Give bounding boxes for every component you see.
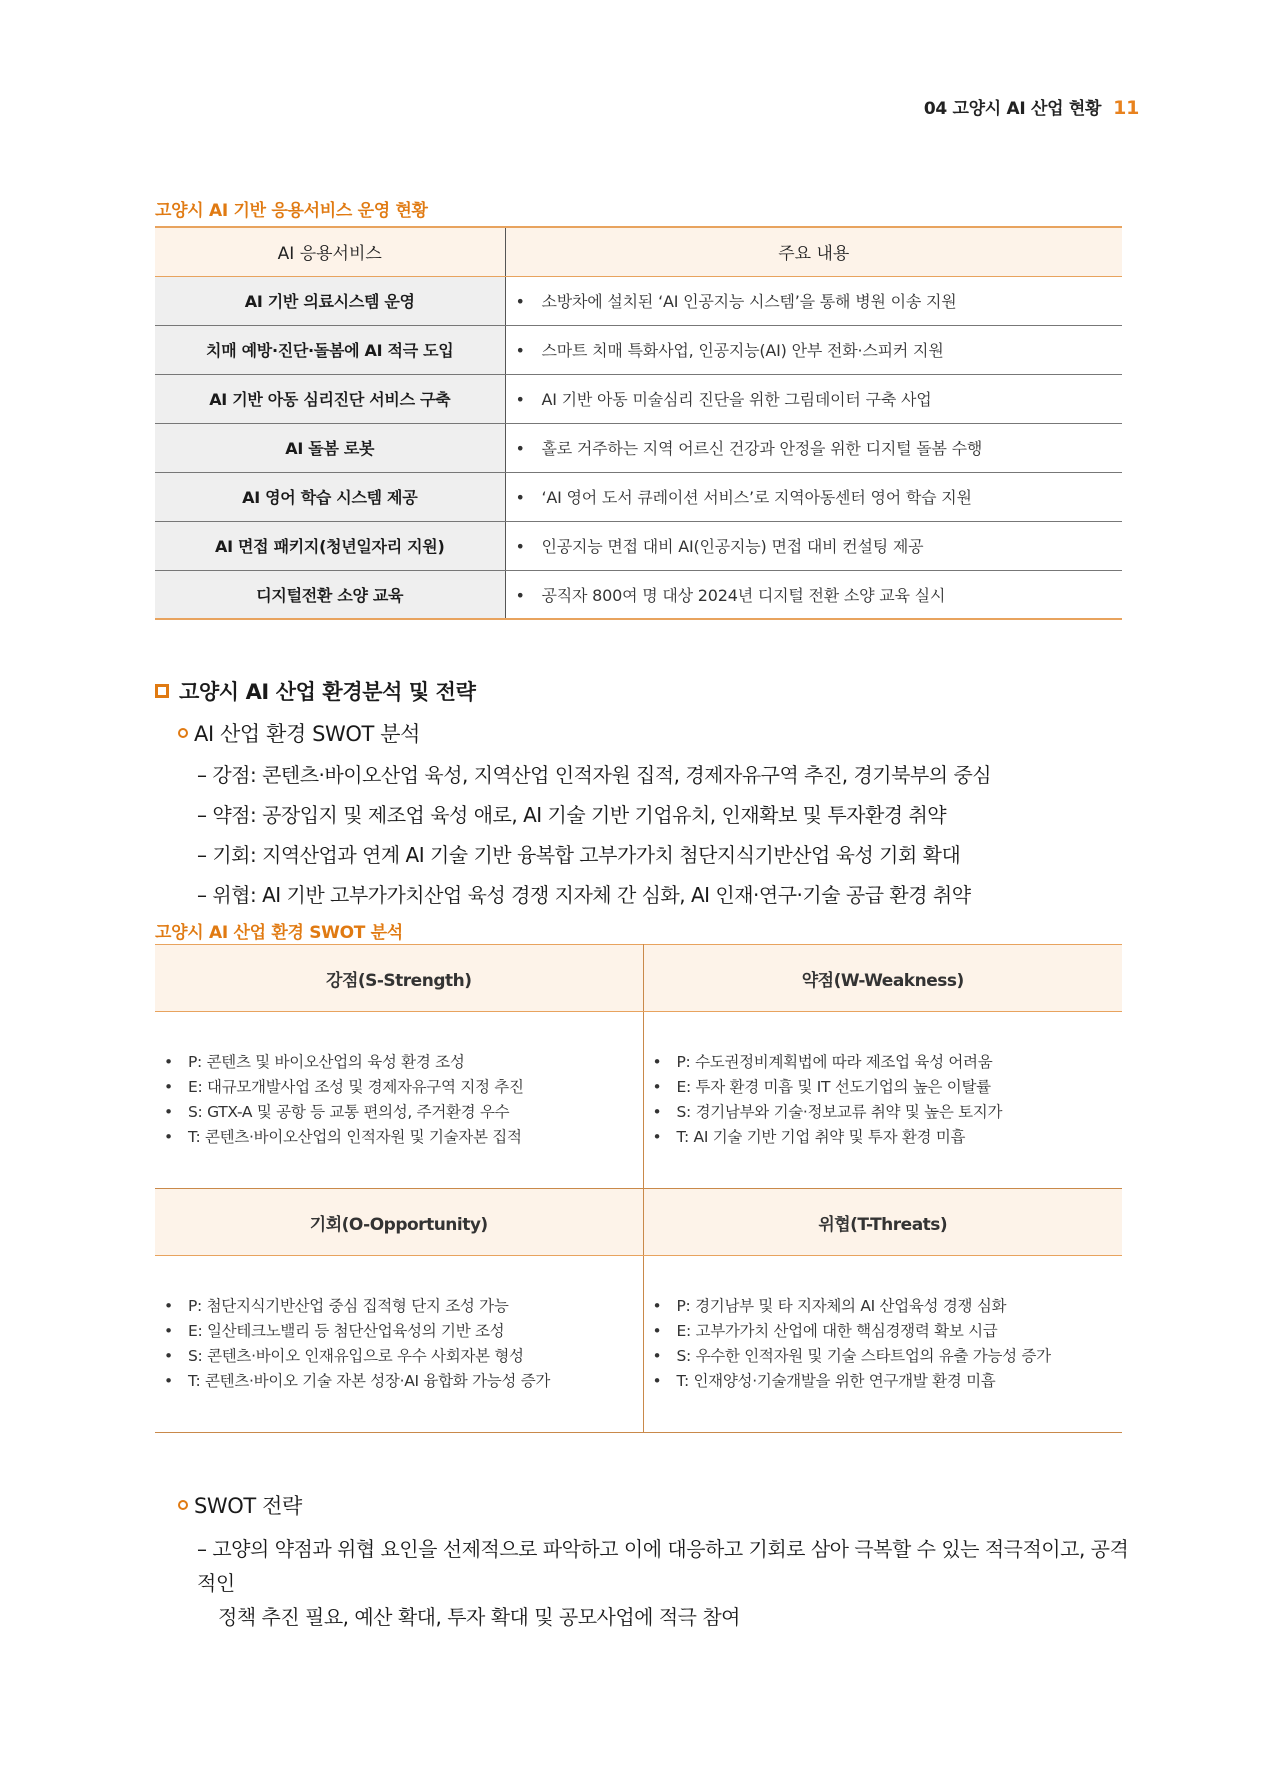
list-item: • T: 콘텐츠·바이오 기술 자본 성장·AI 융합화 가능성 증가 [164, 1372, 551, 1390]
swot-line-strength: – 강점: 콘텐츠·바이오산업 육성, 지역산업 인적자원 집적, 경제자유구역 추진, 경기북부의 중심 [197, 763, 992, 787]
list-item: • P: 경기남부 및 타 지자체의 AI 산업육성 경쟁 심화 [652, 1297, 1007, 1315]
opportunity-cell [155, 1256, 643, 1433]
bullet-icon: • [515, 390, 525, 409]
swot-line-threat: – 위협: AI 기반 고부가가치산업 육성 경쟁 지자체 간 심화, AI 인재·연구·기술 공급 환경 취약 [197, 883, 971, 907]
service-content: • 스마트 치매 특화사업, 인공지능(AI) 안부 전화·스피커 지원 [505, 325, 1122, 374]
table-row [155, 325, 1122, 374]
table-row [155, 423, 1122, 472]
list-item: • P: 첨단지식기반산업 중심 집적형 단지 조성 가능 [164, 1297, 509, 1315]
bullet-icon: • [515, 488, 525, 507]
bullet-icon: • [515, 341, 525, 360]
circle-bullet-icon [178, 1500, 188, 1510]
service-content: • AI 기반 아동 미술심리 진단을 위한 그림데이터 구축 사업 [505, 374, 1122, 423]
services-table [155, 226, 1122, 620]
swot-subtitle: AI 산업 환경 SWOT 분석 [178, 718, 420, 748]
table-row [155, 472, 1122, 521]
service-content: • 소방차에 설치된 ‘AI 인공지능 시스템’을 통해 병원 이송 지원 [505, 276, 1122, 325]
strength-cell [155, 1012, 643, 1189]
bullet-icon: • [515, 585, 525, 605]
page-header [924, 94, 1139, 119]
bullet-icon: • [515, 292, 525, 311]
strategy-line: – 고양의 약점과 위협 요인을 선제적으로 파악하고 이에 대응하고 기회로 삼아 극복할 수 있는 적극적이고, 공격적인 [197, 1537, 1129, 1595]
weakness-cell [643, 1012, 1122, 1189]
service-name: AI 면접 패키지(청년일자리 지원) [155, 521, 505, 570]
section-title: 고양시 AI 산업 환경분석 및 전략 [155, 676, 475, 706]
service-name: 치매 예방·진단·돌봄에 AI 적극 도입 [155, 325, 505, 374]
swot-line-weakness: – 약점: 공장입지 및 제조업 육성 애로, AI 기술 기반 기업유치, 인재확보 및 투자환경 취약 [197, 803, 947, 827]
swot-line-opportunity: – 기회: 지역산업과 연계 AI 기술 기반 융복합 고부가가치 첨단지식기반산업 육성 기회 확대 [197, 843, 961, 867]
list-item: • S: 경기남부와 기술·정보교류 취약 및 높은 토지가 [652, 1103, 1003, 1121]
strategy-line: 정책 추진 필요, 예산 확대, 투자 확대 및 공모사업에 적극 참여 [218, 1605, 740, 1629]
strategy-text [197, 1532, 1137, 1634]
bullet-icon: • [515, 439, 525, 458]
swot-table-caption: 고양시 AI 산업 환경 SWOT 분석 [155, 923, 403, 943]
threats-cell [643, 1256, 1122, 1433]
swot-content-row [155, 1012, 1122, 1189]
square-bullet-icon [155, 684, 169, 698]
column-header-content: 주요 내용 [505, 227, 1122, 276]
list-item: • S: 우수한 인적자원 및 기술 스타트업의 유출 가능성 증가 [652, 1347, 1051, 1365]
swot-table [155, 944, 1122, 1433]
swot-header-row [155, 945, 1122, 1012]
opportunity-header: 기회(O-Opportunity) [155, 1189, 643, 1256]
table-row [155, 276, 1122, 325]
service-name: 디지털전환 소양 교육 [155, 570, 505, 619]
list-item: • E: 일산테크노밸리 등 첨단산업육성의 기반 조성 [164, 1322, 505, 1340]
column-header-service: AI 응용서비스 [155, 227, 505, 276]
list-item: • S: GTX-A 및 공항 등 교통 편의성, 주거환경 우수 [164, 1103, 510, 1121]
chapter-title: 04 고양시 AI 산업 현황 [923, 99, 1102, 119]
swot-header-row [155, 1189, 1122, 1256]
list-item: • E: 대규모개발사업 조성 및 경제자유구역 지정 추진 [164, 1078, 524, 1096]
list-item: • E: 고부가가치 산업에 대한 핵심경쟁력 확보 시급 [652, 1322, 998, 1340]
table-row [155, 570, 1122, 619]
swot-content-row [155, 1256, 1122, 1433]
service-content: • ‘AI 영어 도서 큐레이션 서비스’로 지역아동센터 영어 학습 지원 [505, 472, 1122, 521]
services-table-caption: 고양시 AI 기반 응용서비스 운영 현황 [155, 201, 428, 221]
service-name: AI 돌봄 로봇 [155, 423, 505, 472]
threats-header: 위협(T-Threats) [643, 1189, 1122, 1256]
list-item: • T: 인재양성·기술개발을 위한 연구개발 환경 미흡 [652, 1372, 996, 1390]
table-row [155, 521, 1122, 570]
service-name: AI 기반 아동 심리진단 서비스 구축 [155, 374, 505, 423]
service-name: AI 기반 의료시스템 운영 [155, 276, 505, 325]
page-number: 11 [1113, 97, 1139, 119]
service-content: • 인공지능 면접 대비 AI(인공지능) 면접 대비 컨설팅 제공 [505, 521, 1122, 570]
service-content: • 홀로 거주하는 지역 어르신 건강과 안정을 위한 디지털 돌봄 수행 [505, 423, 1122, 472]
list-item: • E: 투자 환경 미흡 및 IT 선도기업의 높은 이탈률 [652, 1078, 991, 1096]
service-content: • 공직자 800여 명 대상 2024년 디지털 전환 소양 교육 실시 [515, 585, 946, 605]
weakness-header: 약점(W-Weakness) [643, 945, 1122, 1012]
circle-bullet-icon [178, 728, 188, 738]
list-item: • T: AI 기술 기반 기업 취약 및 투자 환경 미흡 [652, 1128, 966, 1146]
list-item: • P: 콘텐츠 및 바이오산업의 육성 환경 조성 [164, 1053, 465, 1071]
list-item: • S: 콘텐츠·바이오 인재유입으로 우수 사회자본 형성 [164, 1347, 524, 1365]
strategy-subtitle: SWOT 전략 [178, 1490, 302, 1520]
bullet-icon: • [515, 537, 525, 556]
service-name: AI 영어 학습 시스템 제공 [155, 472, 505, 521]
list-item: • P: 수도권정비계획법에 따라 제조업 육성 어려움 [652, 1053, 993, 1071]
strength-header: 강점(S-Strength) [155, 945, 643, 1012]
table-header-row [155, 227, 1122, 276]
table-row [155, 374, 1122, 423]
list-item: • T: 콘텐츠·바이오산업의 인적자원 및 기술자본 집적 [164, 1128, 522, 1146]
